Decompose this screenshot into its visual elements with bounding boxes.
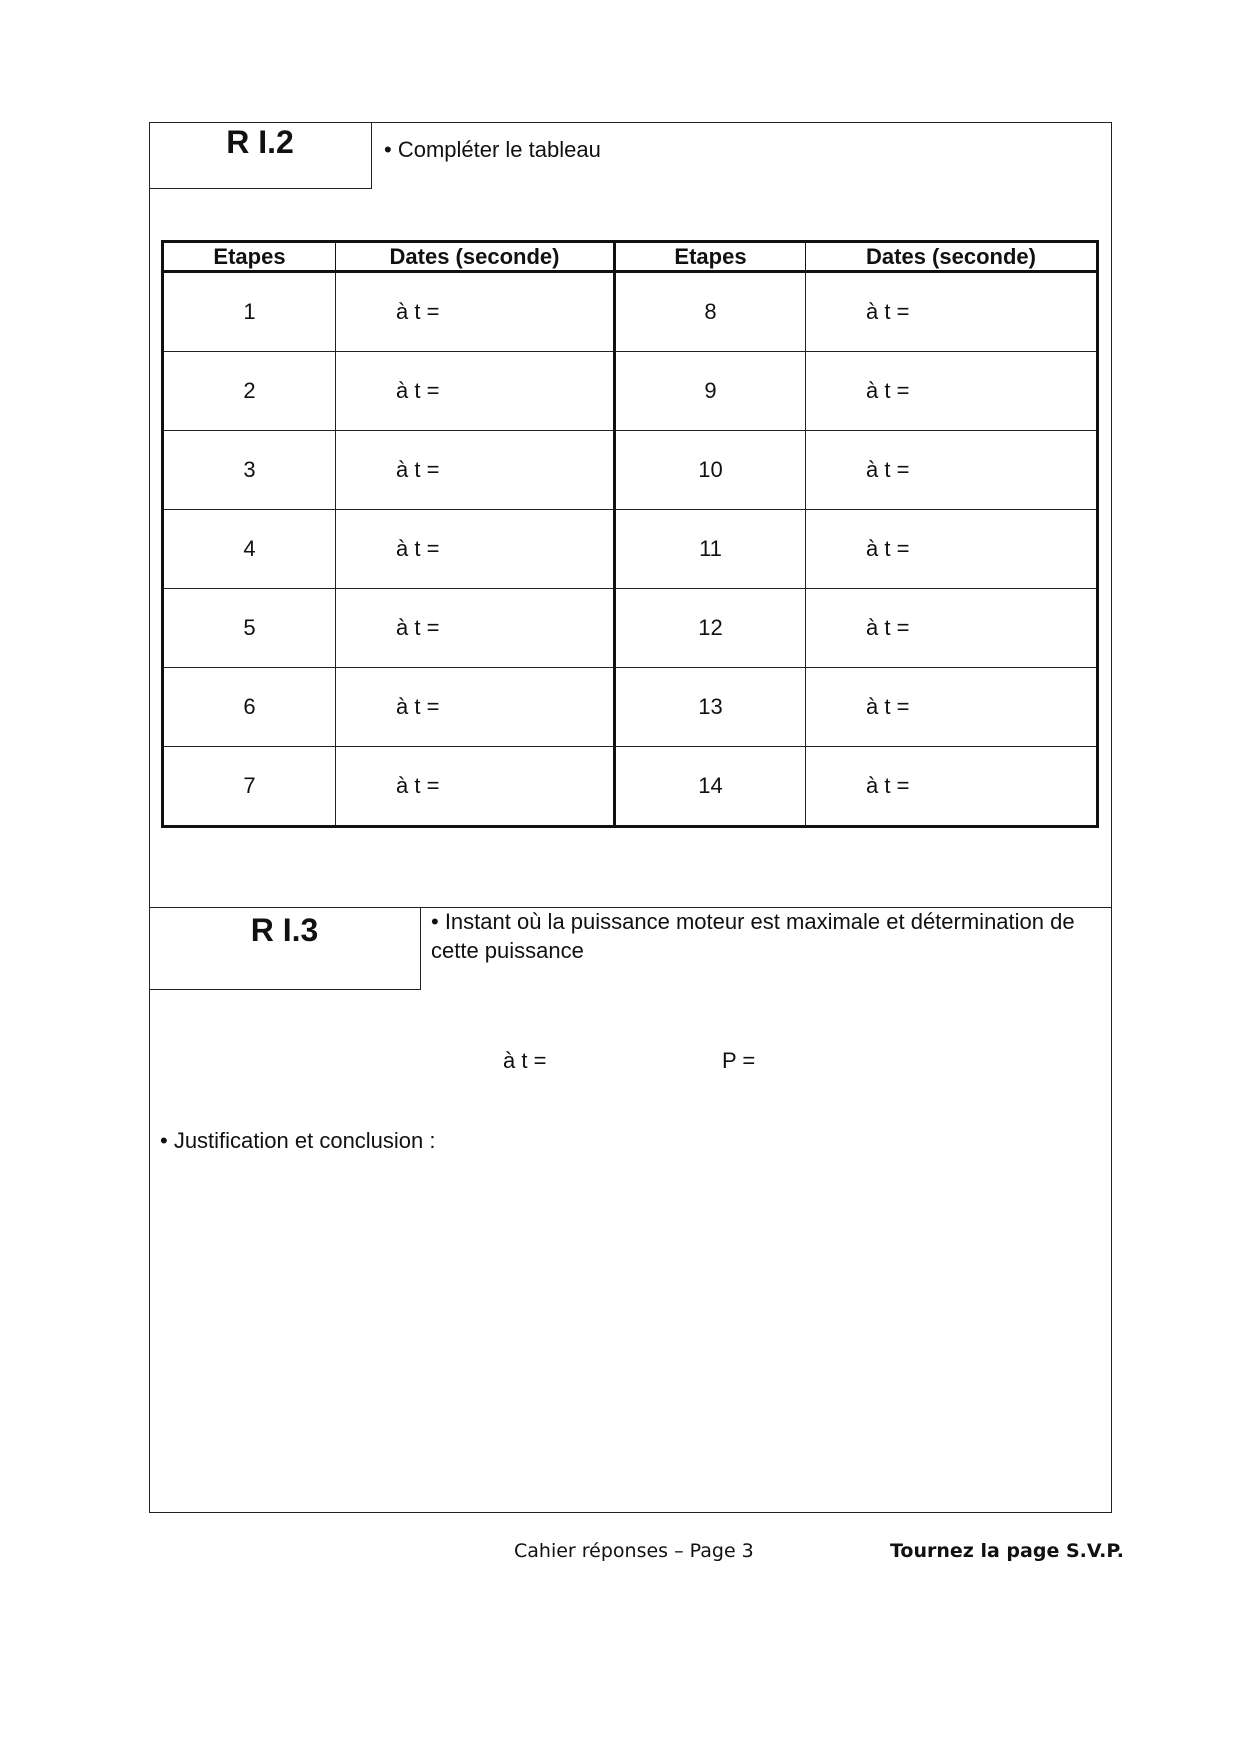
step-cell: 10 (615, 431, 806, 510)
ri2-instruction: • Compléter le tableau (384, 137, 601, 162)
steps-dates-table (161, 240, 1099, 828)
table-row (163, 272, 1098, 352)
step-cell: 6 (163, 668, 336, 747)
step-cell: 4 (163, 510, 336, 589)
header-steps-a: Etapes (163, 242, 336, 272)
section-label-ri3 (149, 907, 421, 990)
step-cell: 7 (163, 747, 336, 827)
step-cell: 2 (163, 352, 336, 431)
date-cell[interactable]: à t = (336, 589, 615, 668)
step-cell: 14 (615, 747, 806, 827)
step-cell: 13 (615, 668, 806, 747)
date-cell[interactable]: à t = (336, 668, 615, 747)
step-cell: 9 (615, 352, 806, 431)
footer-turn-page: Tournez la page S.V.P. (890, 1540, 1124, 1562)
table-row (163, 589, 1098, 668)
ri3-instruction: • Instant où la puissance moteur est maximale et détermination de cette puissance (431, 909, 1075, 963)
header-dates-b: Dates (seconde) (806, 242, 1098, 272)
date-cell[interactable]: à t = (806, 589, 1098, 668)
date-cell[interactable]: à t = (336, 747, 615, 827)
ri3-power-field[interactable]: P = (722, 1048, 756, 1073)
ri3-time-field[interactable]: à t = (503, 1048, 547, 1073)
section-label-ri2-text: R I.2 (226, 124, 294, 160)
date-cell[interactable]: à t = (336, 510, 615, 589)
date-cell[interactable]: à t = (806, 272, 1098, 352)
step-cell: 12 (615, 589, 806, 668)
step-cell: 8 (615, 272, 806, 352)
step-cell: 3 (163, 431, 336, 510)
table-row (163, 431, 1098, 510)
date-cell[interactable]: à t = (806, 352, 1098, 431)
header-dates-a: Dates (seconde) (336, 242, 615, 272)
date-cell[interactable]: à t = (806, 668, 1098, 747)
step-cell: 11 (615, 510, 806, 589)
table-row (163, 747, 1098, 827)
date-cell[interactable]: à t = (806, 431, 1098, 510)
date-cell[interactable]: à t = (806, 510, 1098, 589)
justification-prompt: • Justification et conclusion : (160, 1128, 436, 1153)
date-cell[interactable]: à t = (336, 272, 615, 352)
table-row (163, 668, 1098, 747)
step-cell: 1 (163, 272, 336, 352)
table-row (163, 352, 1098, 431)
section-label-ri2 (149, 122, 372, 189)
section-label-ri3-text: R I.3 (250, 912, 319, 948)
date-cell[interactable]: à t = (336, 352, 615, 431)
step-cell: 5 (163, 589, 336, 668)
header-steps-b: Etapes (615, 242, 806, 272)
table-header-row (163, 242, 1098, 272)
table-row (163, 510, 1098, 589)
date-cell[interactable]: à t = (806, 747, 1098, 827)
footer-page-number: Cahier réponses – Page 3 (514, 1540, 754, 1562)
date-cell[interactable]: à t = (336, 431, 615, 510)
